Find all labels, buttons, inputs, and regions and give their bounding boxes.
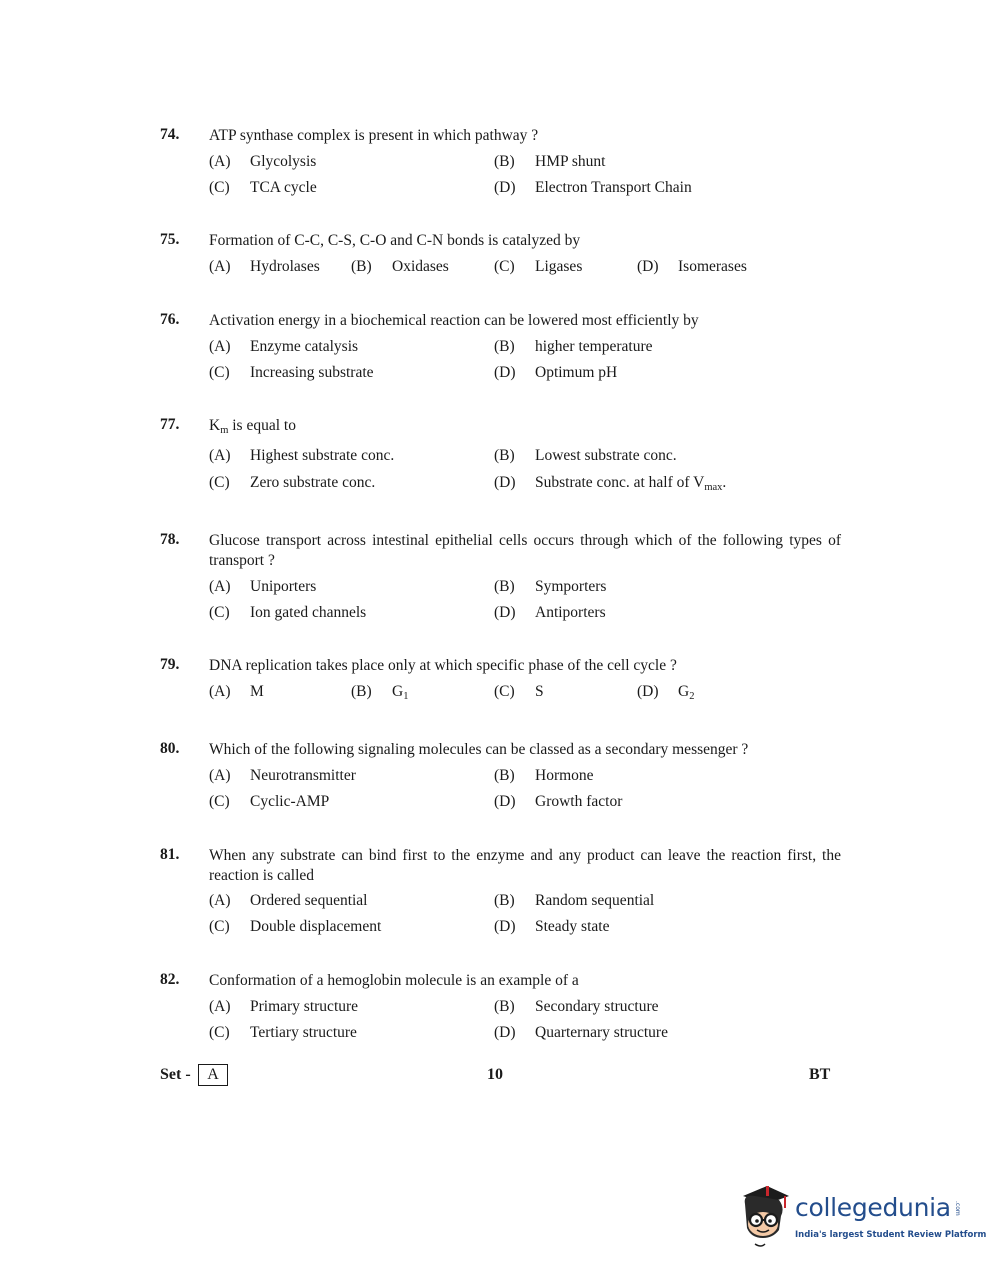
set-value-box: A: [198, 1064, 228, 1086]
question-number: 74.: [160, 126, 180, 143]
option-c: (C) Cyclic-AMP: [209, 793, 330, 810]
mascot-icon: [735, 1182, 795, 1252]
option-c: (C) Ligases: [494, 258, 583, 275]
question-number: 78.: [160, 531, 180, 548]
option-b: (B) Lowest substrate conc.: [494, 447, 677, 464]
logo-domain: .com: [954, 1201, 961, 1216]
option-c: (C) Double displacement: [209, 918, 382, 935]
question-number: 77.: [160, 416, 180, 433]
option-d: (D) Substrate conc. at half of $V_{max}$.: [494, 474, 727, 493]
question-text: Glucose transport across intestinal epithelial cells occurs through which of the following types of transport ?: [209, 532, 841, 569]
option-d: (D) Electron Transport Chain: [494, 179, 692, 196]
logo-tagline: India's largest Student Review Platform: [795, 1230, 987, 1240]
option-b: (B) Symporters: [494, 578, 607, 595]
option-b: (B) Random sequential: [494, 892, 655, 909]
option-a: (A) Neurotransmitter: [209, 767, 356, 784]
option-a: (A) Glycolysis: [209, 153, 317, 170]
question-text: DNA replication takes place only at which specific phase of the cell cycle ?: [209, 657, 677, 674]
option-d: (D) Quarternary structure: [494, 1024, 668, 1041]
question-text: Which of the following signaling molecules can be classed as a secondary messenger ?: [209, 741, 749, 758]
option-d: (D) Antiporters: [494, 604, 606, 621]
option-a: (A) Enzyme catalysis: [209, 338, 359, 355]
question-number: 79.: [160, 656, 180, 673]
option-c: (C) Increasing substrate: [209, 364, 374, 381]
question-text: $K_m$ is equal to: [209, 417, 296, 436]
option-b: (B) HMP shunt: [494, 153, 606, 170]
page-number: 10: [487, 1066, 503, 1083]
question-text: Activation energy in a biochemical reaction can be lowered most efficiently by: [209, 312, 699, 329]
question-number: 76.: [160, 311, 180, 328]
question-text: Conformation of a hemoglobin molecule is an example of a: [209, 972, 579, 989]
option-d: (D) Isomerases: [637, 258, 747, 275]
question-number: 80.: [160, 740, 180, 757]
option-c: (C) Zero substrate conc.: [209, 474, 376, 491]
question-text: Formation of C-C, C-S, C-O and C-N bonds is catalyzed by: [209, 232, 581, 249]
option-d: (D) $G_2$: [637, 683, 695, 702]
option-a: (A) Ordered sequential: [209, 892, 368, 909]
option-d: (D) Optimum pH: [494, 364, 618, 381]
option-c: (C) Ion gated channels: [209, 604, 367, 621]
option-b: (B) $G_1$: [351, 683, 409, 702]
option-a: (A) Highest substrate conc.: [209, 447, 395, 464]
option-b: (B) Secondary structure: [494, 998, 659, 1015]
option-c: (C) TCA cycle: [209, 179, 317, 196]
collegedunia-logo: [735, 1182, 987, 1252]
option-d: (D) Steady state: [494, 918, 610, 935]
paper-code: BT: [809, 1066, 831, 1083]
option-a: (A) M: [209, 683, 264, 700]
question-number: 82.: [160, 971, 180, 988]
logo-wordmark: collegedunia: [795, 1193, 951, 1222]
option-a: (A) Uniporters: [209, 578, 317, 595]
question-number: 75.: [160, 231, 180, 248]
option-b: (B) Hormone: [494, 767, 594, 784]
option-c: (C) Tertiary structure: [209, 1024, 357, 1041]
set-label: Set -: [160, 1066, 191, 1083]
option-a: (A) Primary structure: [209, 998, 359, 1015]
question-text: ATP synthase complex is present in which pathway ?: [209, 127, 539, 144]
option-c: (C) S: [494, 683, 544, 700]
option-b: (B) Oxidases: [351, 258, 449, 275]
option-a: (A) Hydrolases: [209, 258, 320, 275]
option-d: (D) Growth factor: [494, 793, 623, 810]
question-text: When any substrate can bind first to the enzyme and any product can leave the reaction first, the reaction is called: [209, 847, 841, 884]
question-number: 81.: [160, 846, 180, 863]
option-b: (B) higher temperature: [494, 338, 653, 355]
